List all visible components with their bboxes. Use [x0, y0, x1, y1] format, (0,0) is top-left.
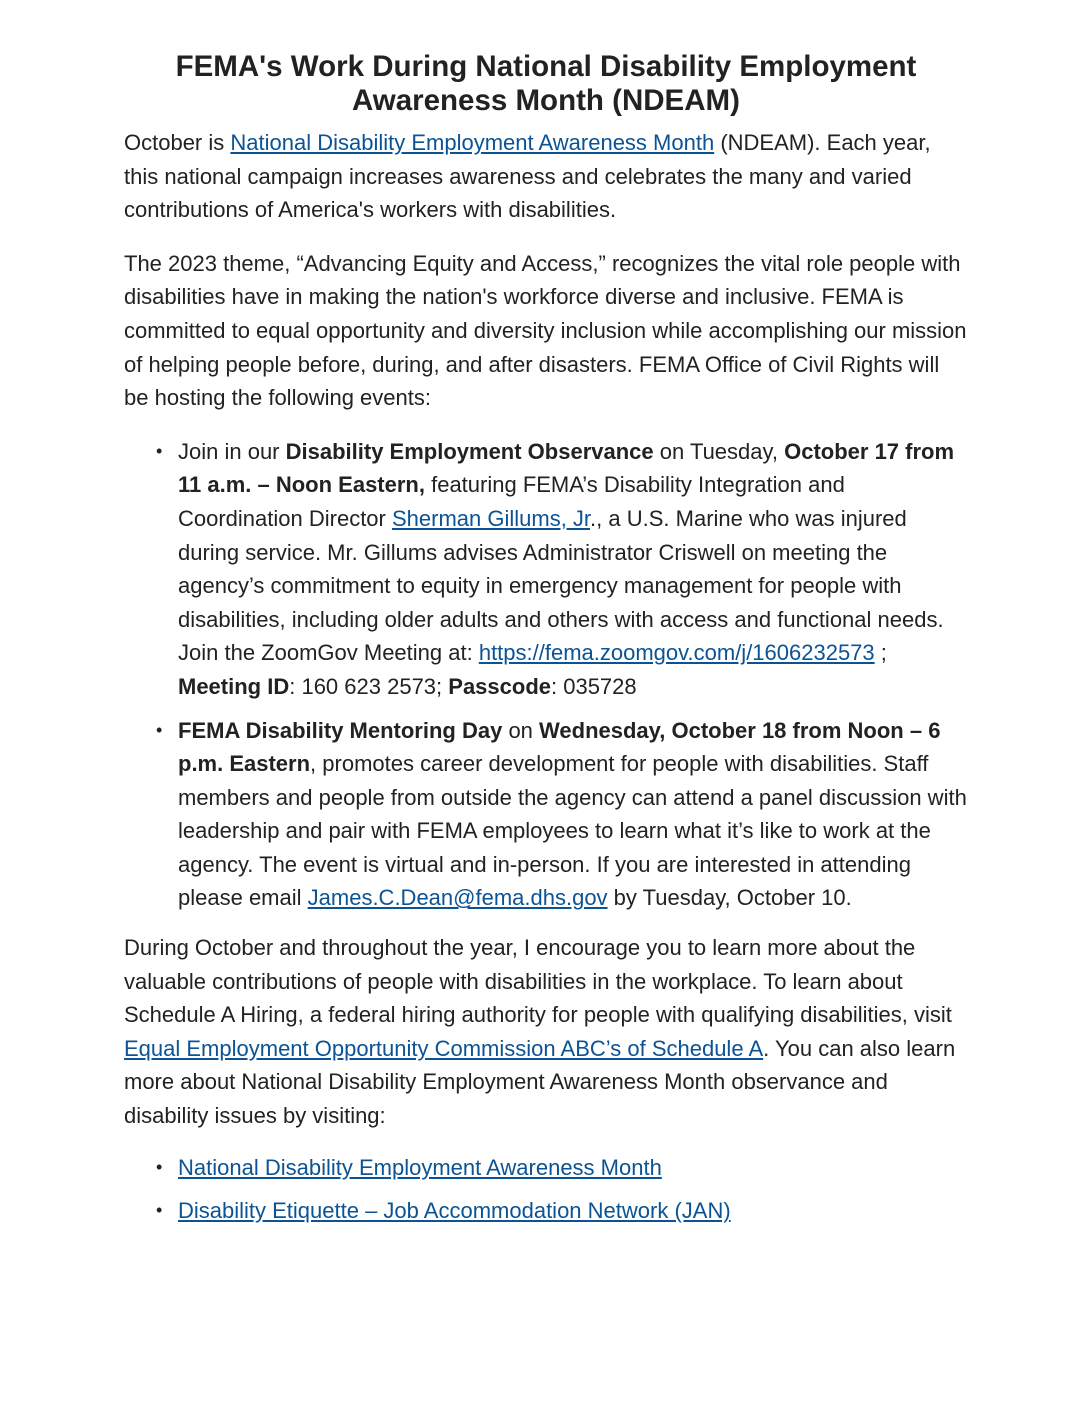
meeting-id-value: : 160 623 2573;: [289, 673, 449, 699]
event1-text-3: featuring FEMA’s Disability Integration and Coordination Director: [178, 472, 845, 531]
event-mentoring-day: [178, 714, 968, 916]
event1-bold-name: Disability Employment Observance: [285, 438, 654, 464]
event1-text-4: ., a U.S. Marine who was injured during service. Mr. Gillums advises Administrator Criswell on meeting the agency’s commitment to equity in emergency management for people with disabilities, including older adults and others with access and functional needs. Join the ZoomGov Meeting at:: [178, 505, 944, 666]
ndeam-link[interactable]: National Disability Employment Awareness Month: [230, 130, 715, 155]
event2-bold-name: FEMA Disability Mentoring Day: [178, 717, 503, 743]
zoomgov-link[interactable]: https://fema.zoomgov.com/j/1606232573: [478, 640, 875, 666]
resource-item: [178, 1151, 968, 1185]
email-link[interactable]: James.C.Dean@fema.dhs.gov: [307, 885, 608, 911]
closing-text-1: During October and throughout the year, I encourage you to learn more about the valuable contributions of people with disabilities in the workplace. To learn about Schedule A Hiring, a federal hiring authority for people with qualifying disabilities, visit: [124, 935, 952, 1028]
event2-text-3: by Tuesday, October 10.: [607, 885, 852, 911]
jan-etiquette-link[interactable]: Disability Etiquette – Job Accommodation Network (JAN): [178, 1198, 731, 1224]
passcode-label: Passcode: [448, 673, 551, 699]
passcode-value: : 035728: [551, 673, 637, 699]
intro-paragraph: [124, 126, 968, 227]
event-observance: [178, 435, 968, 704]
event1-bold-time: October 17 from 11 a.m. – Noon Eastern,: [178, 438, 955, 498]
event2-text-1: on: [502, 717, 540, 743]
theme-paragraph: The 2023 theme, “Advancing Equity and Access,” recognizes the vital role people with disabilities have in making the nation's workforce diverse and inclusive. FEMA is committed to equal opportunity and diversity inclusion while accomplishing our mission of helping people before, during, and after disasters. FEMA Office of Civil Rights will be hosting the following events:: [124, 250, 967, 411]
page-title: FEMA's Work During National Disability Employment Awareness Month (NDEAM): [175, 50, 917, 117]
event1-text-5: ;: [874, 640, 887, 666]
events-list: [124, 435, 968, 915]
event2-text-2: , promotes career development for people with disabilities. Staff members and people from outside the agency can attend a panel discussion with leadership and pair with FEMA employees to learn what it’s like to work at the agency. The event is virtual and in-person. If you are interested in attending please email: [178, 751, 967, 911]
sherman-gillums-link[interactable]: Sherman Gillums, Jr: [391, 505, 591, 531]
event1-text-2: on Tuesday,: [653, 438, 785, 464]
ndeam-resource-link[interactable]: National Disability Employment Awareness Month: [178, 1154, 662, 1180]
closing-text-2: . You can also learn more about National Disability Employment Awareness Month observance and disability issues by visiting:: [124, 1035, 956, 1129]
event1-text-1: Join in our: [178, 438, 286, 464]
meeting-id-label: Meeting ID: [178, 673, 290, 699]
resource-item: [178, 1194, 968, 1228]
event2-bold-time: Wednesday, October 18 from Noon – 6 p.m. Eastern: [178, 717, 941, 777]
eeoc-schedule-a-link[interactable]: Equal Employment Opportunity Commission ABC’s of Schedule A: [124, 1035, 764, 1061]
closing-paragraph: [124, 931, 968, 1133]
intro-text-2: (NDEAM). Each year, this national campaign increases awareness and celebrates the many and varied contributions of America's workers with disabilities.: [124, 130, 931, 223]
intro-text-1: October is: [124, 130, 231, 155]
resources-list: [124, 1151, 968, 1228]
